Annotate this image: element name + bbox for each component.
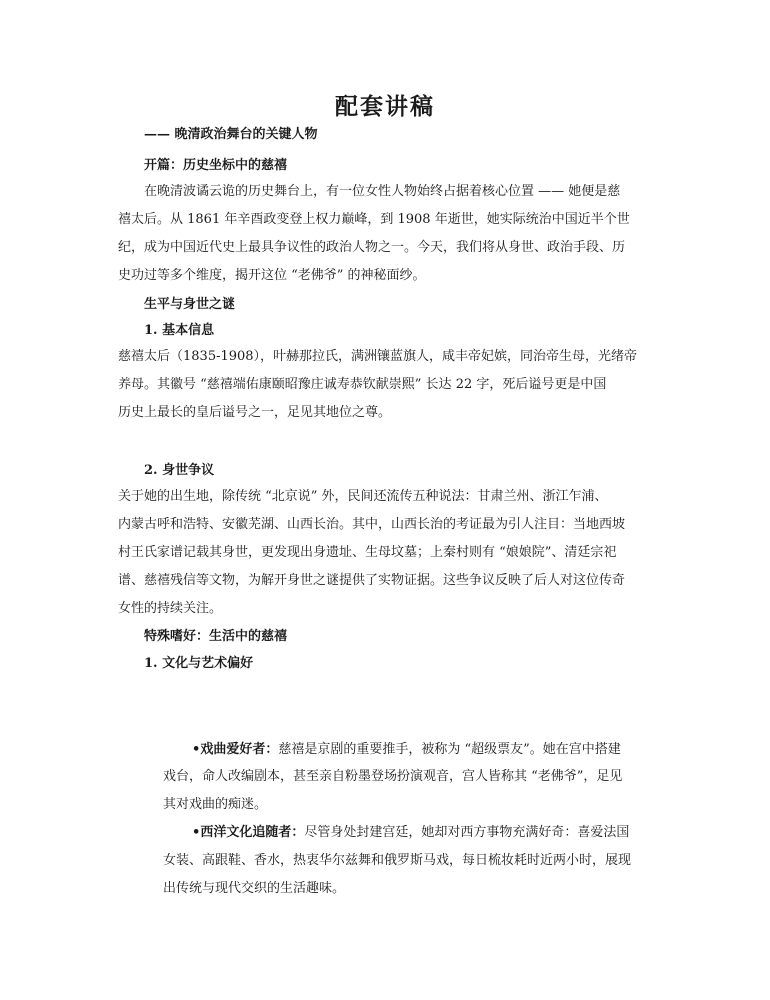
section1-sub2-heading: 2. 身世争议 bbox=[144, 463, 215, 478]
bullet-western bbox=[192, 824, 629, 842]
subtitle: —— 晚清政治舞台的关键人物 bbox=[144, 127, 318, 142]
section1-heading: 生平与身世之谜 bbox=[144, 297, 236, 312]
origin-line-4: 谱、慈禧残信等文物，为解开身世之谜提供了实物证据。这些争议反映了后人对这位传奇 bbox=[118, 573, 626, 588]
bullet-label: 戏曲爱好者： bbox=[200, 742, 279, 757]
bullet-western-line-3: 出传统与现代交织的生活趣味。 bbox=[163, 881, 346, 896]
origin-line-1: 关于她的出生地，除传统 “北京说” 外，民间还流传五种说法：甘肃兰州、浙江乍浦、 bbox=[118, 489, 608, 504]
page-title: 配套讲稿 bbox=[335, 93, 435, 120]
basic-info-line-2: 养母。其徽号 “慈禧端佑康颐昭豫庄诚寿恭钦献崇熙” 长达 22 字，死后谥号更是中国 bbox=[118, 377, 607, 392]
intro-line-4: 史功过等多个维度，揭开这位 “老佛爷” 的神秘面纱。 bbox=[118, 268, 426, 283]
origin-line-5: 女性的持续关注。 bbox=[118, 601, 223, 616]
intro-line-3: 纪，成为中国近代史上最具争议性的政治人物之一。今天，我们将从身世、政治手段、历 bbox=[118, 240, 626, 255]
section2-sub1-heading: 1. 文化与艺术偏好 bbox=[144, 656, 254, 671]
bullet-dot: • bbox=[192, 825, 201, 840]
bullet-opera bbox=[192, 741, 621, 759]
intro-heading: 开篇：历史坐标中的慈禧 bbox=[144, 158, 288, 173]
basic-info-line-3: 历史上最长的皇后谥号之一，足见其地位之尊。 bbox=[118, 405, 392, 420]
bullet-western-line-2: 女装、高跟鞋、香水，热衷华尔兹舞和俄罗斯马戏，每日梳妆耗时近两小时，展现 bbox=[163, 853, 632, 868]
bullet-opera-line-3: 其对戏曲的痴迷。 bbox=[163, 797, 268, 812]
bullet-text: 慈禧是京剧的重要推手，被称为 “超级票友”。她在宫中搭建 bbox=[278, 742, 621, 757]
section1-sub1-heading: 1. 基本信息 bbox=[144, 323, 215, 338]
intro-line-2: 禧太后。从 1861 年辛酉政变登上权力巅峰，到 1908 年逝世，她实际统治中国近半个世 bbox=[118, 212, 630, 227]
bullet-dot: • bbox=[192, 742, 201, 757]
bullet-opera-line-2: 戏台，命人改编剧本，甚至亲自粉墨登场扮演观音，宫人皆称其 “老佛爷”，足见 bbox=[163, 769, 623, 784]
section2-heading: 特殊嗜好：生活中的慈禧 bbox=[144, 629, 288, 644]
origin-line-3: 村王氏家谱记载其身世，更发现出身遗址、生母坟墓；上秦村则有 “娘娘院”、清廷宗祀 bbox=[118, 545, 617, 560]
bullet-text: 尽管身处封建宫廷，她却对西方事物充满好奇：喜爱法国 bbox=[304, 825, 630, 840]
intro-line-1: 在晚清波谲云诡的历史舞台上，有一位女性人物始终占据着核心位置 —— 她便是慈 bbox=[144, 184, 621, 199]
origin-line-2: 内蒙古呼和浩特、安徽芜湖、山西长治。其中，山西长治的考证最为引人注目：当地西坡 bbox=[118, 517, 626, 532]
bullet-label: 西洋文化追随者： bbox=[200, 825, 305, 840]
basic-info-line-1: 慈禧太后（1835-1908），叶赫那拉氏，满洲镶蓝旗人，咸丰帝妃嫔，同治帝生母，光绪帝 bbox=[118, 349, 638, 364]
